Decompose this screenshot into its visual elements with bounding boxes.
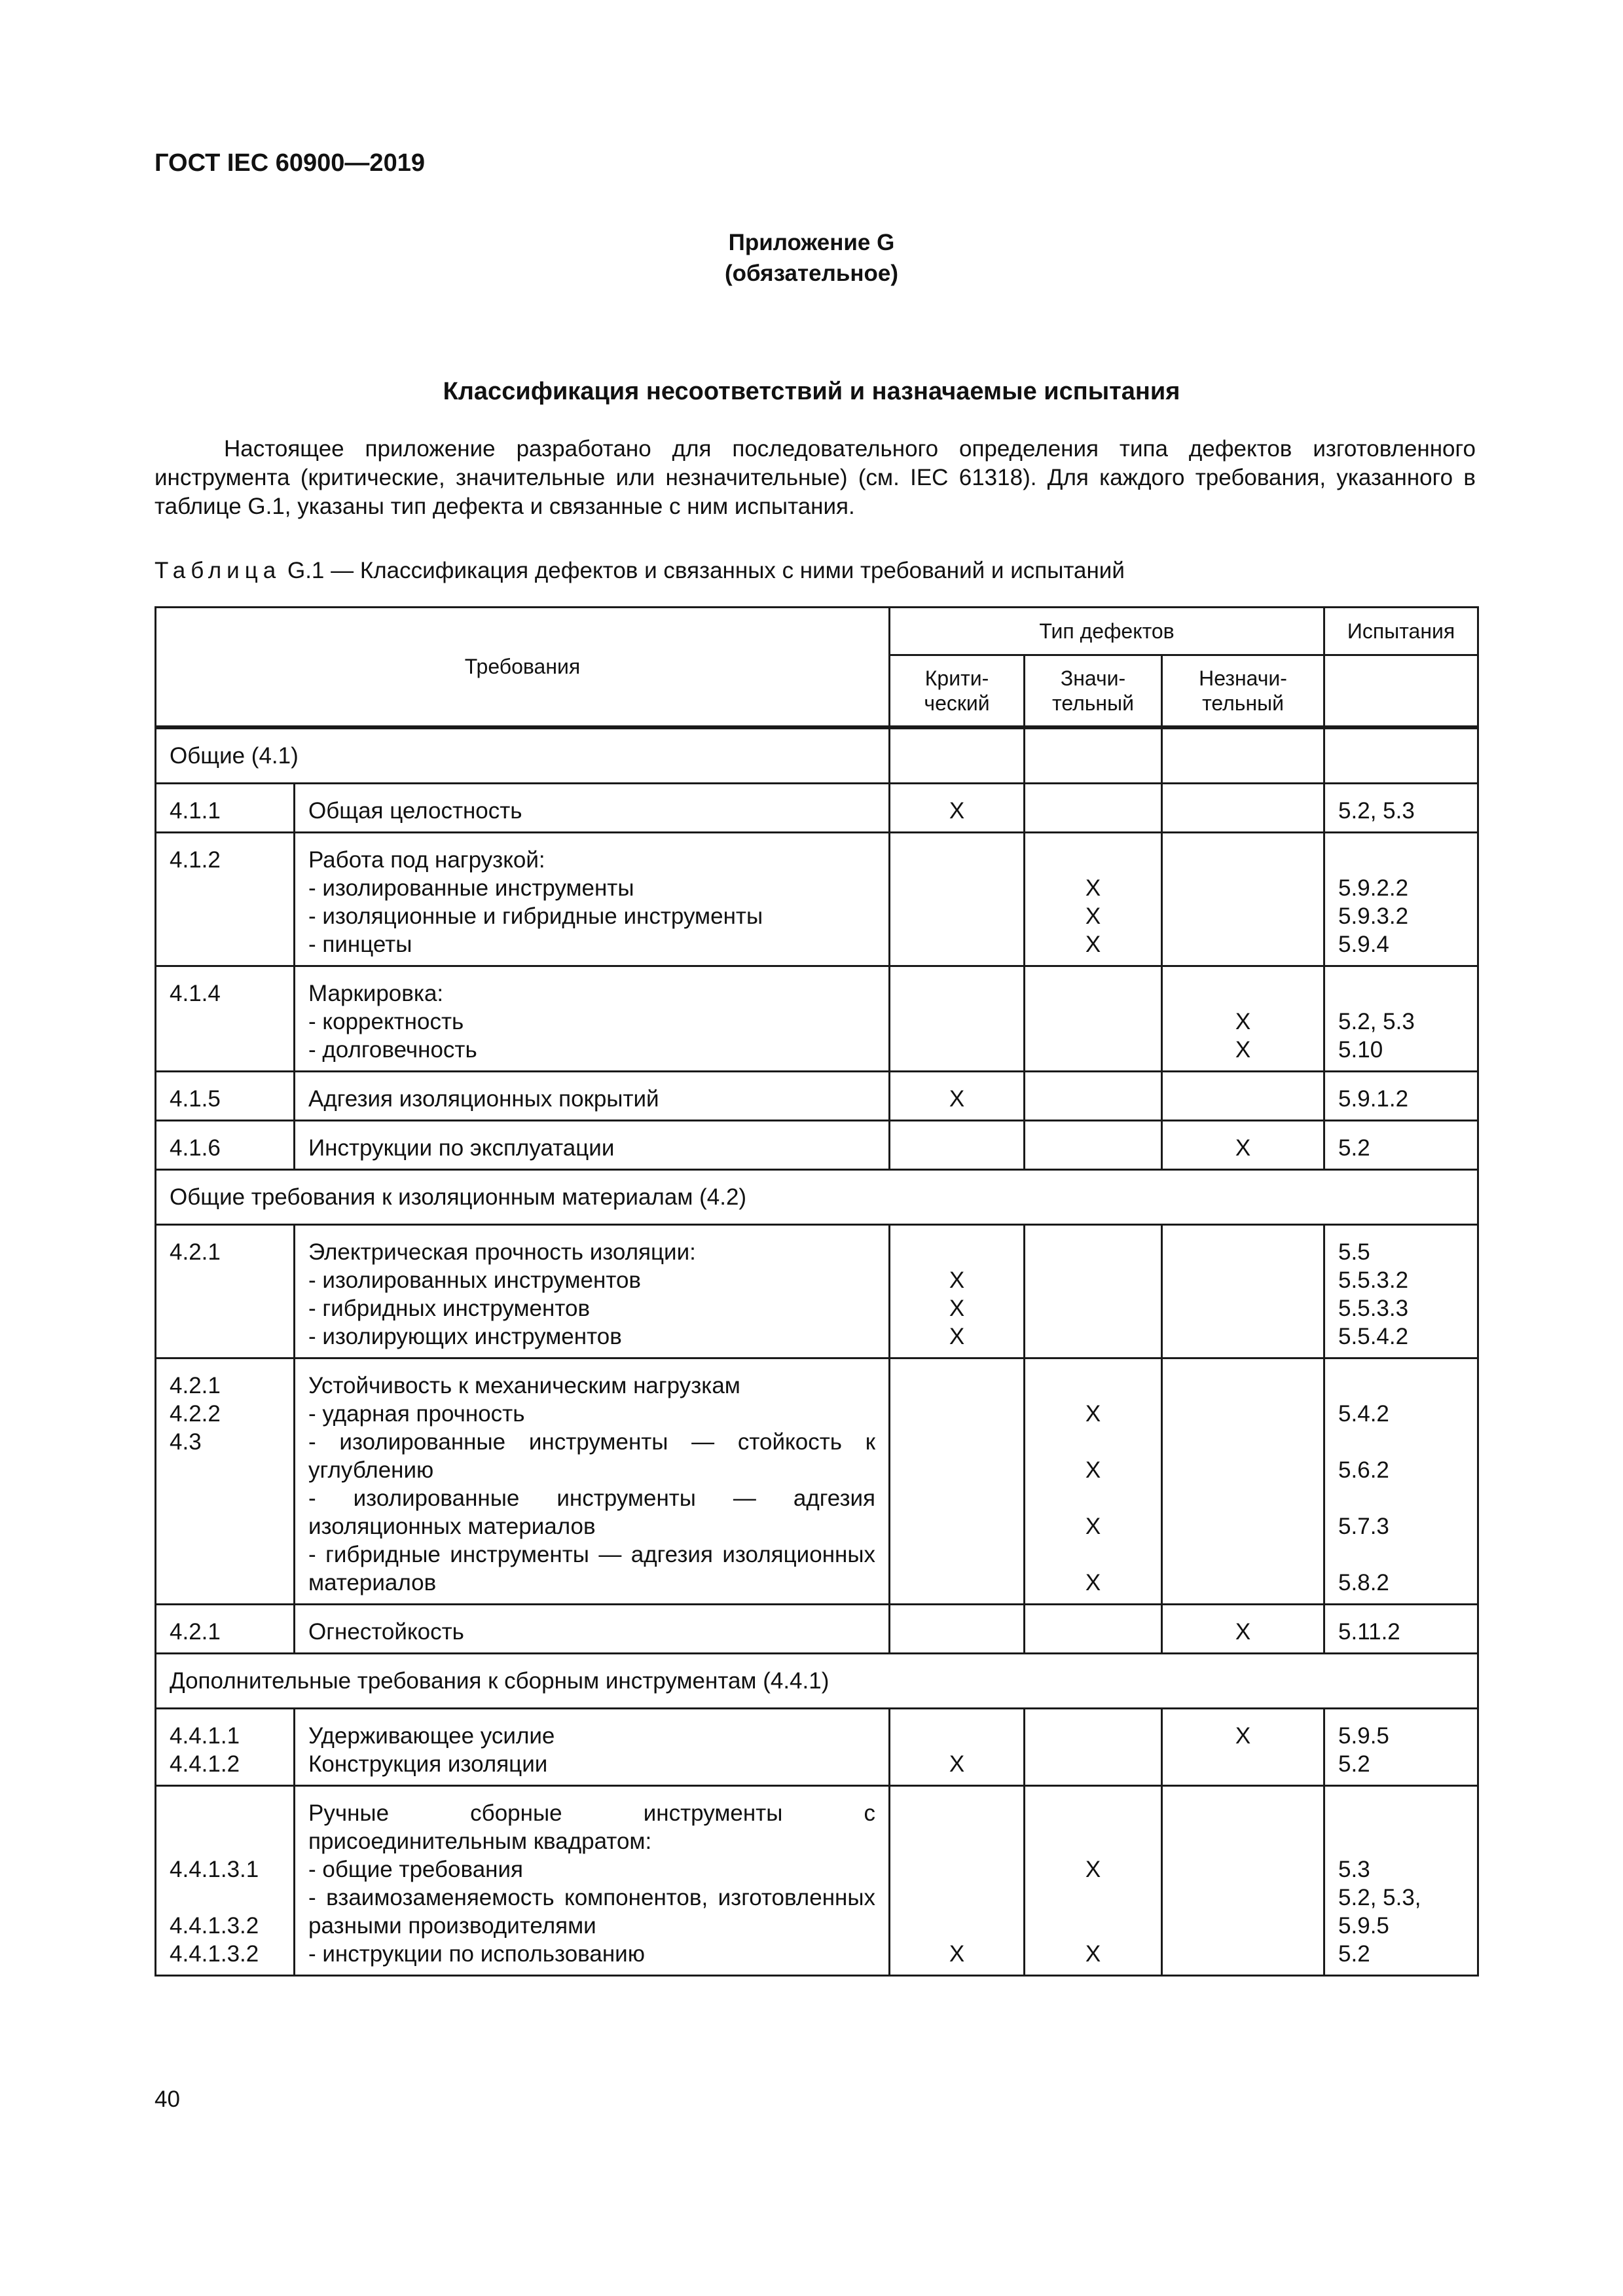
requirement-cell: Ручные сборные инструменты с присоединительным квадратом: - общие требования - взаимозаменяемость компонентов, изготовленных разными производителями - инструкции по использованию xyxy=(295,1786,890,1976)
table-row xyxy=(156,1358,1478,1605)
table-row xyxy=(156,1709,1478,1786)
x-mark: X xyxy=(1085,932,1101,957)
x-mark: X xyxy=(1235,1619,1251,1645)
clause-cell: 4.2.1 xyxy=(156,1225,295,1358)
table-row xyxy=(156,1121,1478,1170)
x-mark: X xyxy=(1235,1723,1251,1749)
minor-cell xyxy=(1162,1121,1324,1170)
table-row xyxy=(156,1072,1478,1121)
header-critical: Крити- ческий xyxy=(890,655,1025,728)
table-row xyxy=(156,784,1478,833)
major-cell xyxy=(1025,833,1162,966)
x-mark: X xyxy=(949,1086,965,1112)
table-caption xyxy=(155,558,1125,584)
section-title: Дополнительные требования к сборным инструментам (4.4.1) xyxy=(156,1654,1478,1709)
tests-cell: 5.2, 5.3 5.10 xyxy=(1324,966,1478,1072)
section-heading: Классификация несоответствий и назначаемые испытания xyxy=(443,378,1180,405)
tests-cell: 5.2 xyxy=(1324,1121,1478,1170)
major-cell xyxy=(1025,1605,1162,1654)
clause-cell: 4.2.1 4.2.2 4.3 xyxy=(156,1358,295,1605)
x-mark: X xyxy=(1235,1037,1251,1063)
major-cell xyxy=(1025,1121,1162,1170)
x-mark: X xyxy=(949,1941,965,1967)
x-mark: X xyxy=(1085,1941,1101,1967)
requirement-cell: Удерживающее усилие Конструкция изоляции xyxy=(295,1709,890,1786)
requirement-cell: Маркировка: - корректность - долговечность xyxy=(295,966,890,1072)
x-mark: X xyxy=(1085,1457,1101,1483)
clause-cell: 4.1.1 xyxy=(156,784,295,833)
annex-title: Приложение G xyxy=(728,230,895,255)
annex-status: (обязательное) xyxy=(724,261,898,286)
major-cell xyxy=(1025,1358,1162,1605)
major-cell xyxy=(1025,1709,1162,1786)
x-mark: X xyxy=(949,1751,965,1777)
major-cell xyxy=(1025,784,1162,833)
section-title: Общие (4.1) xyxy=(156,727,890,784)
minor-cell xyxy=(1162,1709,1324,1786)
clause-cell: 4.4.1.3.1 4.4.1.3.2 4.4.1.3.2 xyxy=(156,1786,295,1976)
tests-cell: 5.11.2 xyxy=(1324,1605,1478,1654)
critical-cell xyxy=(890,966,1025,1072)
critical-cell xyxy=(890,1605,1025,1654)
critical-cell xyxy=(890,1072,1025,1121)
x-mark: X xyxy=(1085,903,1101,929)
critical-cell xyxy=(890,1358,1025,1605)
requirement-cell: Инструкции по эксплуатации xyxy=(295,1121,890,1170)
minor-cell xyxy=(1162,1786,1324,1976)
tests-cell: 5.9.5 5.2 xyxy=(1324,1709,1478,1786)
minor-cell xyxy=(1162,1225,1324,1358)
classification-table xyxy=(155,606,1479,1977)
requirement-cell: Общая целостность xyxy=(295,784,890,833)
table-row xyxy=(156,966,1478,1072)
x-mark: X xyxy=(949,1267,965,1293)
tests-cell: 5.2, 5.3 xyxy=(1324,784,1478,833)
tests-cell: 5.5 5.5.3.2 5.5.3.3 5.5.4.2 xyxy=(1324,1225,1478,1358)
minor-cell xyxy=(1162,784,1324,833)
table-row xyxy=(156,1786,1478,1976)
section-row xyxy=(156,1170,1478,1225)
header-requirements: Требования xyxy=(156,608,890,728)
x-mark: X xyxy=(1235,1135,1251,1161)
section-row xyxy=(156,1654,1478,1709)
requirement-cell: Устойчивость к механическим нагрузкам - ударная прочность - изолированные инструменты — стойкость к углублению - изолированные инструменты — адгезия изоляционных материалов - гибридные инструменты — адгезия изоляционных материалов xyxy=(295,1358,890,1605)
x-mark: X xyxy=(949,1296,965,1321)
minor-cell xyxy=(1162,1358,1324,1605)
critical-cell xyxy=(890,833,1025,966)
table-row xyxy=(156,1225,1478,1358)
critical-cell xyxy=(890,784,1025,833)
x-mark: X xyxy=(949,798,965,824)
tests-cell: 5.9.2.2 5.9.3.2 5.9.4 xyxy=(1324,833,1478,966)
header-tests: Испытания xyxy=(1324,608,1478,655)
x-mark: X xyxy=(1085,1401,1101,1427)
critical-cell xyxy=(890,1786,1025,1976)
table-row xyxy=(156,1605,1478,1654)
x-mark: X xyxy=(949,1324,965,1349)
table-caption-text: G.1 — Классификация дефектов и связанных с ними требований и испытаний xyxy=(287,558,1125,583)
minor-cell xyxy=(1162,1072,1324,1121)
x-mark: X xyxy=(1085,875,1101,901)
tests-cell: 5.4.2 5.6.2 5.7.3 5.8.2 xyxy=(1324,1358,1478,1605)
x-mark: X xyxy=(1085,1857,1101,1882)
tests-cell: 5.9.1.2 xyxy=(1324,1072,1478,1121)
critical-cell xyxy=(890,1225,1025,1358)
header-defect-type: Тип дефектов xyxy=(890,608,1324,655)
x-mark: X xyxy=(1085,1570,1101,1595)
intro-paragraph: Настоящее приложение разработано для последовательного определения типа дефектов изготовленного инструмента (критические, значительные или незначительные) (см. IEC 61318). Для каждого требования, указанного в таблице G.1, указаны тип дефекта и связанные с ним испытания. xyxy=(155,436,1476,519)
clause-cell: 4.1.4 xyxy=(156,966,295,1072)
major-cell xyxy=(1025,1072,1162,1121)
major-cell xyxy=(1025,966,1162,1072)
requirement-cell: Электрическая прочность изоляции: - изолированных инструментов - гибридных инструментов - изолирующих инструментов xyxy=(295,1225,890,1358)
clause-cell: 4.1.6 xyxy=(156,1121,295,1170)
table-row xyxy=(156,833,1478,966)
page-number: 40 xyxy=(155,2086,180,2112)
minor-cell xyxy=(1162,966,1324,1072)
requirement-cell: Адгезия изоляционных покрытий xyxy=(295,1072,890,1121)
x-mark: X xyxy=(1085,1514,1101,1539)
header-major: Значи- тельный xyxy=(1025,655,1162,728)
tests-cell: 5.3 5.2, 5.3, 5.9.5 5.2 xyxy=(1324,1786,1478,1976)
major-cell xyxy=(1025,1786,1162,1976)
x-mark: X xyxy=(1235,1009,1251,1034)
clause-cell: 4.2.1 xyxy=(156,1605,295,1654)
header-tests-blank xyxy=(1324,655,1478,728)
clause-cell: 4.1.5 xyxy=(156,1072,295,1121)
clause-cell: 4.1.2 xyxy=(156,833,295,966)
requirement-cell: Работа под нагрузкой: - изолированные инструменты - изоляционные и гибридные инструменты - пинцеты xyxy=(295,833,890,966)
minor-cell xyxy=(1162,833,1324,966)
table-caption-label: Таблица xyxy=(155,558,282,583)
annex-header xyxy=(0,227,1623,289)
section-row xyxy=(156,727,1478,784)
critical-cell xyxy=(890,1121,1025,1170)
major-cell xyxy=(1025,1225,1162,1358)
minor-cell xyxy=(1162,1605,1324,1654)
requirement-cell: Огнестойкость xyxy=(295,1605,890,1654)
clause-cell: 4.4.1.1 4.4.1.2 xyxy=(156,1709,295,1786)
document-code: ГОСТ IEC 60900—2019 xyxy=(155,149,425,177)
critical-cell xyxy=(890,1709,1025,1786)
section-title: Общие требования к изоляционным материалам (4.2) xyxy=(156,1170,1478,1225)
header-minor: Незначи- тельный xyxy=(1162,655,1324,728)
